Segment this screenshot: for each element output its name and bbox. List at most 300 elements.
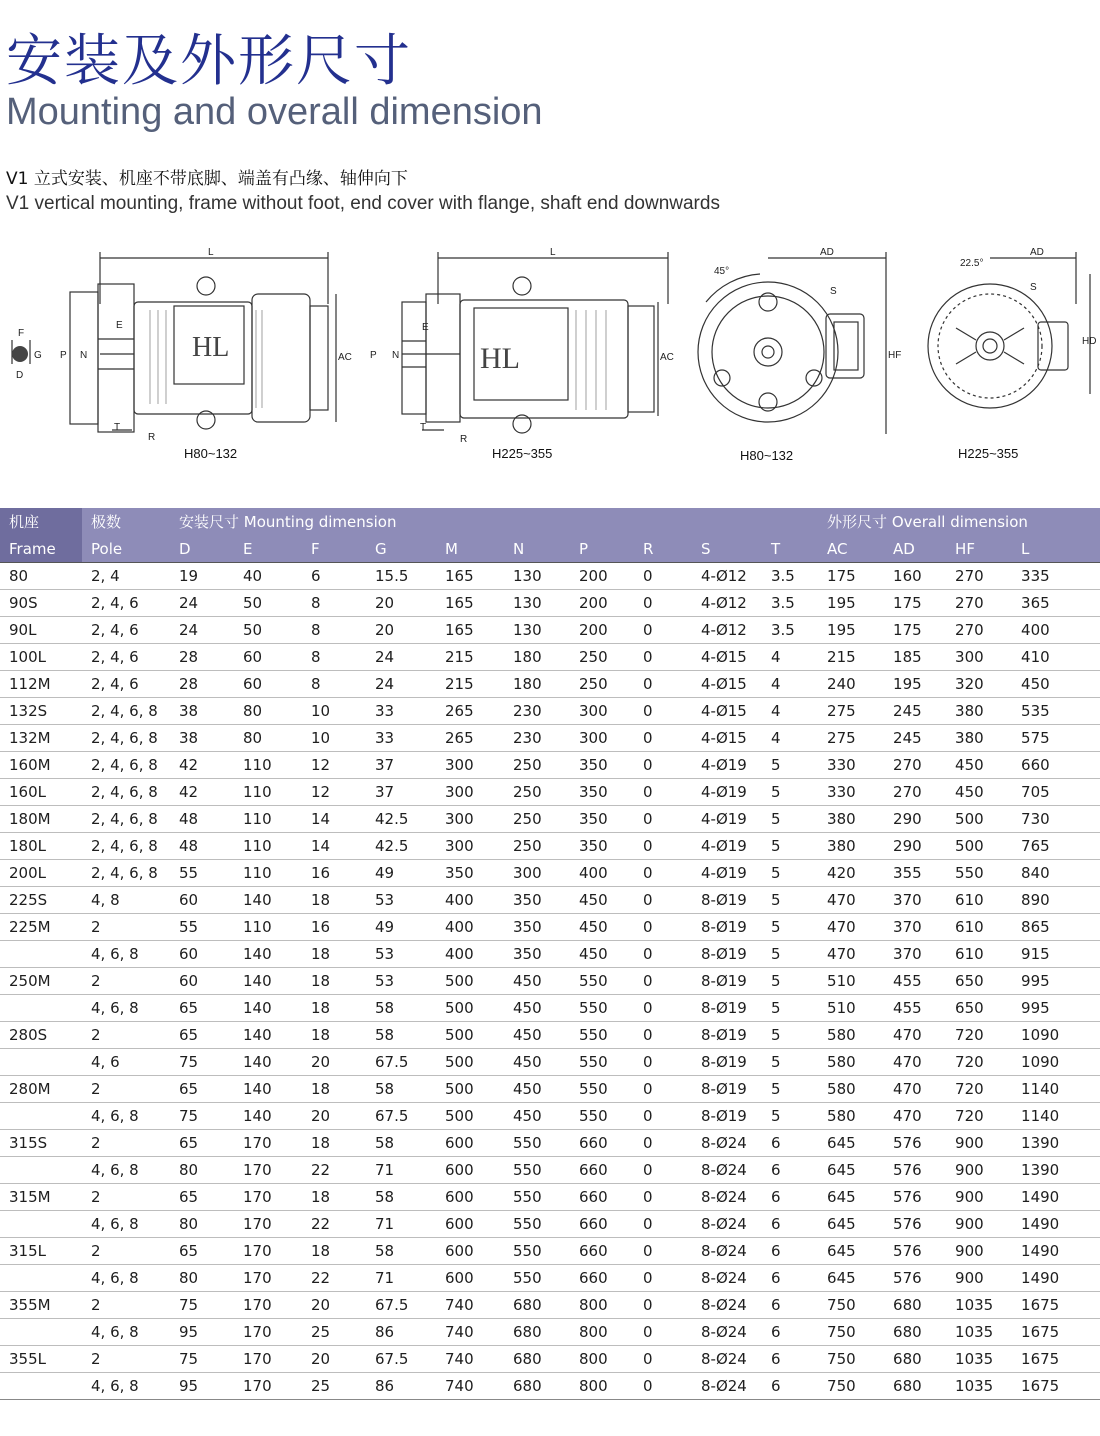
cell-p: 800: [570, 1373, 634, 1400]
cell-m: 165: [436, 563, 504, 590]
cell-m: 600: [436, 1130, 504, 1157]
table-row: [0, 1319, 1100, 1346]
cell-pole: 4, 6: [82, 1049, 170, 1076]
cell-m: 215: [436, 671, 504, 698]
dim-T-label: T: [114, 422, 121, 433]
mounting-type-cn: V1 立式安装、机座不带底脚、端盖有凸缘、轴伸向下: [6, 169, 408, 189]
column-header-frame: Frame: [0, 536, 82, 563]
cell-r: 0: [634, 1211, 692, 1238]
cell-e: 110: [234, 806, 302, 833]
cell-frame: 180L: [0, 833, 82, 860]
table-row: [0, 590, 1100, 617]
cell-hf: 900: [946, 1184, 1012, 1211]
cell-f: 8: [302, 617, 366, 644]
cell-t: 3.5: [762, 563, 818, 590]
cell-f: 20: [302, 1292, 366, 1319]
cell-f: 20: [302, 1103, 366, 1130]
cell-ac: 645: [818, 1130, 884, 1157]
cell-ad: 680: [884, 1319, 946, 1346]
cell-l: 660: [1012, 752, 1100, 779]
cell-ad: 680: [884, 1292, 946, 1319]
column-header-pole: Pole: [82, 536, 170, 563]
cell-hf: 720: [946, 1076, 1012, 1103]
cell-ac: 645: [818, 1211, 884, 1238]
cell-d: 75: [170, 1346, 234, 1373]
cell-ad: 455: [884, 968, 946, 995]
cell-ad: 270: [884, 779, 946, 806]
cell-p: 800: [570, 1346, 634, 1373]
cell-e: 140: [234, 1076, 302, 1103]
cell-ac: 240: [818, 671, 884, 698]
cell-d: 65: [170, 1130, 234, 1157]
cell-g: 33: [366, 725, 436, 752]
cell-ac: 275: [818, 725, 884, 752]
cell-l: 575: [1012, 725, 1100, 752]
dim-HF-label: HF: [888, 350, 902, 361]
table-row: [0, 1292, 1100, 1319]
cell-ac: 420: [818, 860, 884, 887]
cell-frame: 315L: [0, 1238, 82, 1265]
table-row: [0, 1157, 1100, 1184]
cell-frame: 90S: [0, 590, 82, 617]
cell-s: 4-Ø15: [692, 725, 762, 752]
cell-f: 22: [302, 1157, 366, 1184]
cell-ac: 330: [818, 752, 884, 779]
cell-g: 71: [366, 1211, 436, 1238]
cell-s: 8-Ø19: [692, 1022, 762, 1049]
cell-r: 0: [634, 1157, 692, 1184]
cell-g: 67.5: [366, 1292, 436, 1319]
cell-ac: 380: [818, 833, 884, 860]
cell-p: 350: [570, 833, 634, 860]
cell-d: 42: [170, 779, 234, 806]
dim-N-label: N: [392, 350, 400, 361]
dim-T-label: T: [420, 422, 427, 433]
cell-frame: 355M: [0, 1292, 82, 1319]
cell-d: 38: [170, 725, 234, 752]
cell-g: 42.5: [366, 833, 436, 860]
cell-d: 60: [170, 887, 234, 914]
cell-ad: 290: [884, 806, 946, 833]
cell-ac: 645: [818, 1265, 884, 1292]
cell-g: 53: [366, 887, 436, 914]
cell-f: 18: [302, 941, 366, 968]
cell-s: 4-Ø19: [692, 779, 762, 806]
table-row: [0, 1022, 1100, 1049]
cell-e: 60: [234, 671, 302, 698]
cell-frame: 160L: [0, 779, 82, 806]
cell-d: 95: [170, 1319, 234, 1346]
cell-d: 65: [170, 1022, 234, 1049]
cell-s: 8-Ø24: [692, 1184, 762, 1211]
header-frame-cn: 机座: [0, 508, 82, 536]
cell-n: 350: [504, 914, 570, 941]
cell-f: 8: [302, 644, 366, 671]
column-header-hf: HF: [946, 536, 1012, 563]
cell-pole: 4, 8: [82, 887, 170, 914]
cell-m: 600: [436, 1184, 504, 1211]
cell-frame: 90L: [0, 617, 82, 644]
cell-s: 4-Ø12: [692, 563, 762, 590]
cell-pole: 2, 4, 6, 8: [82, 779, 170, 806]
cell-hf: 1035: [946, 1292, 1012, 1319]
cell-s: 4-Ø15: [692, 671, 762, 698]
cell-t: 5: [762, 887, 818, 914]
cell-frame: [0, 1049, 82, 1076]
cell-p: 450: [570, 914, 634, 941]
end-view-large-drawing: [920, 244, 1100, 444]
cell-p: 350: [570, 779, 634, 806]
cell-f: 18: [302, 1076, 366, 1103]
cell-ac: 750: [818, 1319, 884, 1346]
cell-r: 0: [634, 1022, 692, 1049]
cell-hf: 900: [946, 1130, 1012, 1157]
table-body: [0, 563, 1100, 1400]
cell-ac: 645: [818, 1238, 884, 1265]
cell-hf: 550: [946, 860, 1012, 887]
cell-ad: 470: [884, 1022, 946, 1049]
cell-f: 18: [302, 1184, 366, 1211]
cell-s: 4-Ø12: [692, 590, 762, 617]
cell-pole: 2: [82, 1076, 170, 1103]
cell-l: 1490: [1012, 1265, 1100, 1292]
cell-r: 0: [634, 1103, 692, 1130]
caption-end-large: H225~355: [958, 446, 1019, 461]
cell-m: 265: [436, 725, 504, 752]
cell-f: 25: [302, 1319, 366, 1346]
cell-hf: 500: [946, 806, 1012, 833]
cell-ac: 510: [818, 995, 884, 1022]
cell-g: 58: [366, 1022, 436, 1049]
cell-pole: 2, 4, 6, 8: [82, 860, 170, 887]
cell-g: 58: [366, 1184, 436, 1211]
cell-ac: 580: [818, 1103, 884, 1130]
cell-hf: 320: [946, 671, 1012, 698]
cell-p: 200: [570, 563, 634, 590]
angle-label: 45°: [714, 266, 730, 277]
cell-pole: 2: [82, 1130, 170, 1157]
cell-t: 4: [762, 644, 818, 671]
cell-e: 170: [234, 1184, 302, 1211]
cell-r: 0: [634, 725, 692, 752]
cell-n: 550: [504, 1238, 570, 1265]
dim-AC-label: AC: [338, 352, 352, 363]
column-header-t: T: [762, 536, 818, 563]
cell-m: 600: [436, 1211, 504, 1238]
column-header-g: G: [366, 536, 436, 563]
cell-m: 265: [436, 698, 504, 725]
cell-l: 1490: [1012, 1184, 1100, 1211]
cell-f: 20: [302, 1049, 366, 1076]
cell-ac: 470: [818, 887, 884, 914]
cell-d: 65: [170, 1076, 234, 1103]
cell-e: 110: [234, 914, 302, 941]
cell-pole: 4, 6, 8: [82, 1211, 170, 1238]
cell-m: 740: [436, 1373, 504, 1400]
cell-frame: 225M: [0, 914, 82, 941]
cell-m: 400: [436, 941, 504, 968]
cell-p: 200: [570, 590, 634, 617]
cell-r: 0: [634, 995, 692, 1022]
cell-ad: 455: [884, 995, 946, 1022]
cell-pole: 2: [82, 1238, 170, 1265]
cell-p: 660: [570, 1157, 634, 1184]
table-row: [0, 1076, 1100, 1103]
cell-ac: 645: [818, 1157, 884, 1184]
cell-r: 0: [634, 806, 692, 833]
cell-ad: 576: [884, 1265, 946, 1292]
table-row: [0, 1049, 1100, 1076]
cell-hf: 500: [946, 833, 1012, 860]
cell-g: 49: [366, 914, 436, 941]
cell-m: 500: [436, 968, 504, 995]
table-row: [0, 1103, 1100, 1130]
table-row: [0, 887, 1100, 914]
cell-t: 4: [762, 671, 818, 698]
cell-pole: 2: [82, 1184, 170, 1211]
cell-hf: 610: [946, 941, 1012, 968]
table-row: [0, 941, 1100, 968]
caption-side-large: H225~355: [492, 446, 553, 461]
cell-l: 335: [1012, 563, 1100, 590]
cell-s: 8-Ø24: [692, 1211, 762, 1238]
cell-f: 8: [302, 671, 366, 698]
cell-l: 400: [1012, 617, 1100, 644]
cell-hf: 720: [946, 1049, 1012, 1076]
cell-ad: 370: [884, 941, 946, 968]
table-row: [0, 779, 1100, 806]
cell-s: 8-Ø19: [692, 995, 762, 1022]
cell-e: 110: [234, 779, 302, 806]
cell-g: 86: [366, 1319, 436, 1346]
cell-d: 19: [170, 563, 234, 590]
cell-g: 53: [366, 968, 436, 995]
cell-hf: 1035: [946, 1373, 1012, 1400]
table-row: [0, 995, 1100, 1022]
cell-hf: 900: [946, 1157, 1012, 1184]
cell-m: 500: [436, 1049, 504, 1076]
cell-p: 550: [570, 995, 634, 1022]
cell-frame: 112M: [0, 671, 82, 698]
cell-p: 450: [570, 941, 634, 968]
cell-f: 12: [302, 752, 366, 779]
cell-e: 140: [234, 1103, 302, 1130]
cell-d: 75: [170, 1103, 234, 1130]
cell-m: 400: [436, 887, 504, 914]
cell-t: 6: [762, 1184, 818, 1211]
cell-m: 600: [436, 1157, 504, 1184]
cell-ac: 750: [818, 1373, 884, 1400]
cell-f: 25: [302, 1373, 366, 1400]
cell-l: 535: [1012, 698, 1100, 725]
dim-E-label: E: [422, 322, 429, 333]
column-header-l: L: [1012, 536, 1100, 563]
cell-g: 67.5: [366, 1049, 436, 1076]
table-row: [0, 752, 1100, 779]
cell-n: 450: [504, 1049, 570, 1076]
table-row: [0, 725, 1100, 752]
cell-s: 8-Ø24: [692, 1265, 762, 1292]
cell-t: 5: [762, 1049, 818, 1076]
cell-ad: 160: [884, 563, 946, 590]
cell-hf: 610: [946, 887, 1012, 914]
header-overall-dimension: 外形尺寸 Overall dimension: [818, 508, 1100, 536]
cell-pole: 4, 6, 8: [82, 1103, 170, 1130]
cell-r: 0: [634, 1184, 692, 1211]
cell-ad: 576: [884, 1157, 946, 1184]
cell-l: 450: [1012, 671, 1100, 698]
cell-e: 50: [234, 590, 302, 617]
cell-f: 16: [302, 914, 366, 941]
cell-p: 800: [570, 1292, 634, 1319]
cell-hf: 650: [946, 968, 1012, 995]
logo-hl-small: HL: [192, 332, 230, 363]
cell-f: 18: [302, 887, 366, 914]
cell-hf: 270: [946, 617, 1012, 644]
column-header-ad: AD: [884, 536, 946, 563]
cell-r: 0: [634, 833, 692, 860]
cell-g: 58: [366, 1076, 436, 1103]
cell-frame: 225S: [0, 887, 82, 914]
table-row: [0, 1238, 1100, 1265]
cell-s: 8-Ø19: [692, 887, 762, 914]
cell-t: 6: [762, 1238, 818, 1265]
cell-m: 740: [436, 1346, 504, 1373]
cell-n: 680: [504, 1319, 570, 1346]
cell-r: 0: [634, 698, 692, 725]
cell-e: 140: [234, 1022, 302, 1049]
cell-t: 5: [762, 1022, 818, 1049]
cell-t: 6: [762, 1265, 818, 1292]
cell-r: 0: [634, 590, 692, 617]
table-header-row-2: [0, 536, 1100, 563]
cell-ac: 195: [818, 617, 884, 644]
cell-f: 18: [302, 1022, 366, 1049]
cell-frame: [0, 1157, 82, 1184]
cell-n: 450: [504, 1103, 570, 1130]
cell-pole: 2: [82, 1292, 170, 1319]
cell-t: 6: [762, 1292, 818, 1319]
cell-l: 1390: [1012, 1130, 1100, 1157]
dim-S-label: S: [830, 286, 837, 297]
cell-frame: 315S: [0, 1130, 82, 1157]
cell-n: 550: [504, 1265, 570, 1292]
cell-r: 0: [634, 1319, 692, 1346]
cell-p: 550: [570, 1022, 634, 1049]
cell-r: 0: [634, 941, 692, 968]
cell-l: 730: [1012, 806, 1100, 833]
cell-m: 215: [436, 644, 504, 671]
cell-frame: 160M: [0, 752, 82, 779]
cell-m: 400: [436, 914, 504, 941]
cell-s: 8-Ø24: [692, 1292, 762, 1319]
cell-p: 350: [570, 806, 634, 833]
cell-ac: 580: [818, 1049, 884, 1076]
cell-ad: 576: [884, 1238, 946, 1265]
cell-l: 995: [1012, 968, 1100, 995]
cell-ad: 355: [884, 860, 946, 887]
cell-n: 180: [504, 671, 570, 698]
cell-pole: 4, 6, 8: [82, 1373, 170, 1400]
table-row: [0, 698, 1100, 725]
cell-ac: 510: [818, 968, 884, 995]
cell-ac: 330: [818, 779, 884, 806]
cell-e: 170: [234, 1211, 302, 1238]
cell-e: 50: [234, 617, 302, 644]
page-title-en: Mounting and overall dimension: [6, 91, 543, 133]
cell-hf: 300: [946, 644, 1012, 671]
cell-n: 450: [504, 995, 570, 1022]
cell-hf: 450: [946, 752, 1012, 779]
cell-e: 110: [234, 752, 302, 779]
cell-ad: 245: [884, 725, 946, 752]
cell-s: 8-Ø24: [692, 1373, 762, 1400]
cell-n: 550: [504, 1130, 570, 1157]
cell-t: 5: [762, 968, 818, 995]
cell-f: 18: [302, 968, 366, 995]
table-row: [0, 968, 1100, 995]
table-row: [0, 833, 1100, 860]
cell-frame: [0, 941, 82, 968]
cell-t: 5: [762, 806, 818, 833]
cell-d: 75: [170, 1049, 234, 1076]
cell-r: 0: [634, 887, 692, 914]
cell-m: 740: [436, 1292, 504, 1319]
column-header-ac: AC: [818, 536, 884, 563]
cell-e: 170: [234, 1265, 302, 1292]
cell-s: 4-Ø19: [692, 806, 762, 833]
cell-pole: 2: [82, 914, 170, 941]
cell-s: 8-Ø19: [692, 941, 762, 968]
cell-e: 60: [234, 644, 302, 671]
cell-r: 0: [634, 1346, 692, 1373]
cell-f: 18: [302, 995, 366, 1022]
cell-pole: 4, 6, 8: [82, 941, 170, 968]
cell-t: 3.5: [762, 617, 818, 644]
header-mounting-dimension: 安装尺寸 Mounting dimension: [170, 508, 818, 536]
cell-ad: 576: [884, 1130, 946, 1157]
cell-d: 80: [170, 1265, 234, 1292]
cell-hf: 380: [946, 725, 1012, 752]
dim-AD-label: AD: [1030, 247, 1044, 258]
dim-L-label: L: [550, 247, 556, 258]
cell-d: 65: [170, 1238, 234, 1265]
cell-ad: 576: [884, 1184, 946, 1211]
cell-s: 8-Ø19: [692, 1076, 762, 1103]
side-view-large-drawing: [362, 244, 692, 444]
cell-g: 58: [366, 1130, 436, 1157]
cell-n: 450: [504, 968, 570, 995]
cell-m: 500: [436, 1022, 504, 1049]
cell-g: 53: [366, 941, 436, 968]
caption-side-small: H80~132: [184, 446, 238, 461]
cell-p: 550: [570, 968, 634, 995]
cell-ad: 470: [884, 1076, 946, 1103]
cell-frame: [0, 1373, 82, 1400]
cell-ad: 175: [884, 617, 946, 644]
cell-hf: 900: [946, 1265, 1012, 1292]
cell-d: 80: [170, 1157, 234, 1184]
cell-ad: 245: [884, 698, 946, 725]
cell-f: 6: [302, 563, 366, 590]
cell-d: 42: [170, 752, 234, 779]
cell-l: 890: [1012, 887, 1100, 914]
cell-ad: 270: [884, 752, 946, 779]
cell-frame: [0, 1103, 82, 1130]
column-header-p: P: [570, 536, 634, 563]
column-header-r: R: [634, 536, 692, 563]
cell-m: 165: [436, 590, 504, 617]
